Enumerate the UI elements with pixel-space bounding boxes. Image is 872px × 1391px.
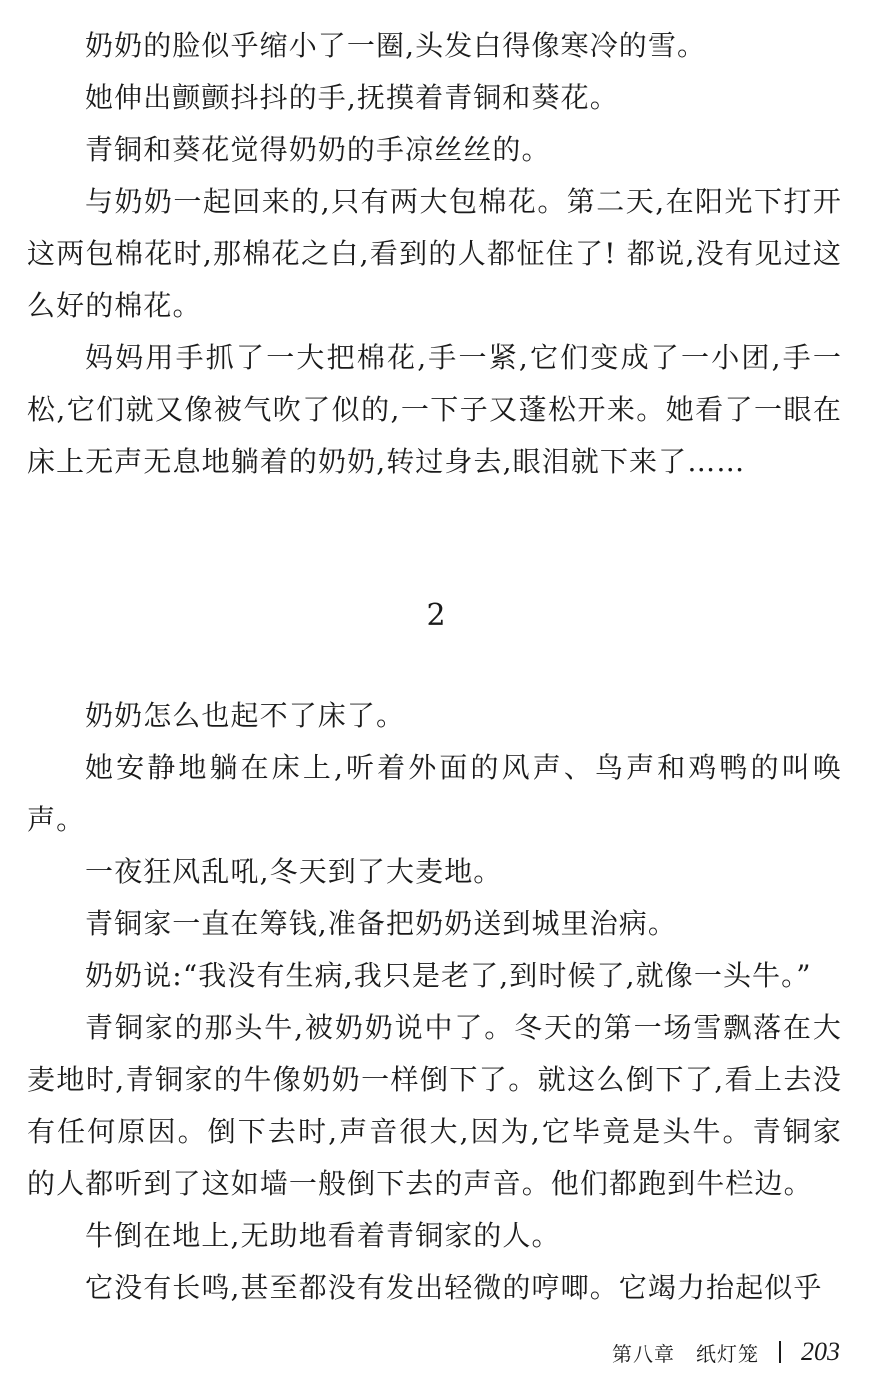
paragraph: 青铜和葵花觉得奶奶的手凉丝丝的。 — [85, 133, 551, 166]
page-footer — [612, 1332, 840, 1372]
paragraph: 她安静地躺在床上,听着外面的风声、鸟声和鸡鸭的叫唤声。 — [27, 751, 842, 836]
footer-divider — [779, 1341, 781, 1363]
paragraph: 一夜狂风乱吼,冬天到了大麦地。 — [85, 855, 503, 888]
chapter-title: 第八章 纸灯笼 — [612, 1341, 759, 1366]
paragraph: 青铜家的那头牛,被奶奶说中了。冬天的第一场雪飘落在大麦地时,青铜家的牛像奶奶一样倒下了。就这么倒下了,看上去没有任何原因。倒下去时,声音很大,因为,它毕竟是头牛。青铜家的人都听到了这如墙一般倒下去的声音。他们都跑到牛栏边。 — [27, 1011, 842, 1200]
paragraph: 奶奶怎么也起不了床了。 — [85, 699, 406, 732]
page-number: 203 — [801, 1337, 840, 1366]
paragraph: 与奶奶一起回来的,只有两大包棉花。第二天,在阳光下打开这两包棉花时,那棉花之白,看到的人都怔住了! 都说,没有见过这么好的棉花。 — [27, 185, 842, 322]
text-block-section-1 — [27, 20, 842, 488]
paragraph: 奶奶说:“我没有生病,我只是老了,到时候了,就像一头牛。” — [85, 959, 812, 992]
paragraph: 青铜家一直在筹钱,准备把奶奶送到城里治病。 — [85, 907, 678, 940]
paragraph: 它没有长鸣,甚至都没有发出轻微的哼唧。它竭力抬起似乎 — [85, 1271, 823, 1304]
section-number: 2 — [426, 598, 446, 633]
paragraph: 她伸出颤颤抖抖的手,抚摸着青铜和葵花。 — [85, 81, 619, 114]
paragraph: 奶奶的脸似乎缩小了一圈,头发白得像寒冷的雪。 — [85, 29, 707, 62]
paragraph: 牛倒在地上,无助地看着青铜家的人。 — [85, 1219, 561, 1252]
paragraph: 妈妈用手抓了一大把棉花,手一紧,它们变成了一小团,手一松,它们就又像被气吹了似的,一下子又蓬松开来。她看了一眼在床上无声无息地躺着的奶奶,转过身去,眼泪就下来了…… — [27, 341, 842, 478]
text-block-section-2 — [27, 690, 842, 1314]
